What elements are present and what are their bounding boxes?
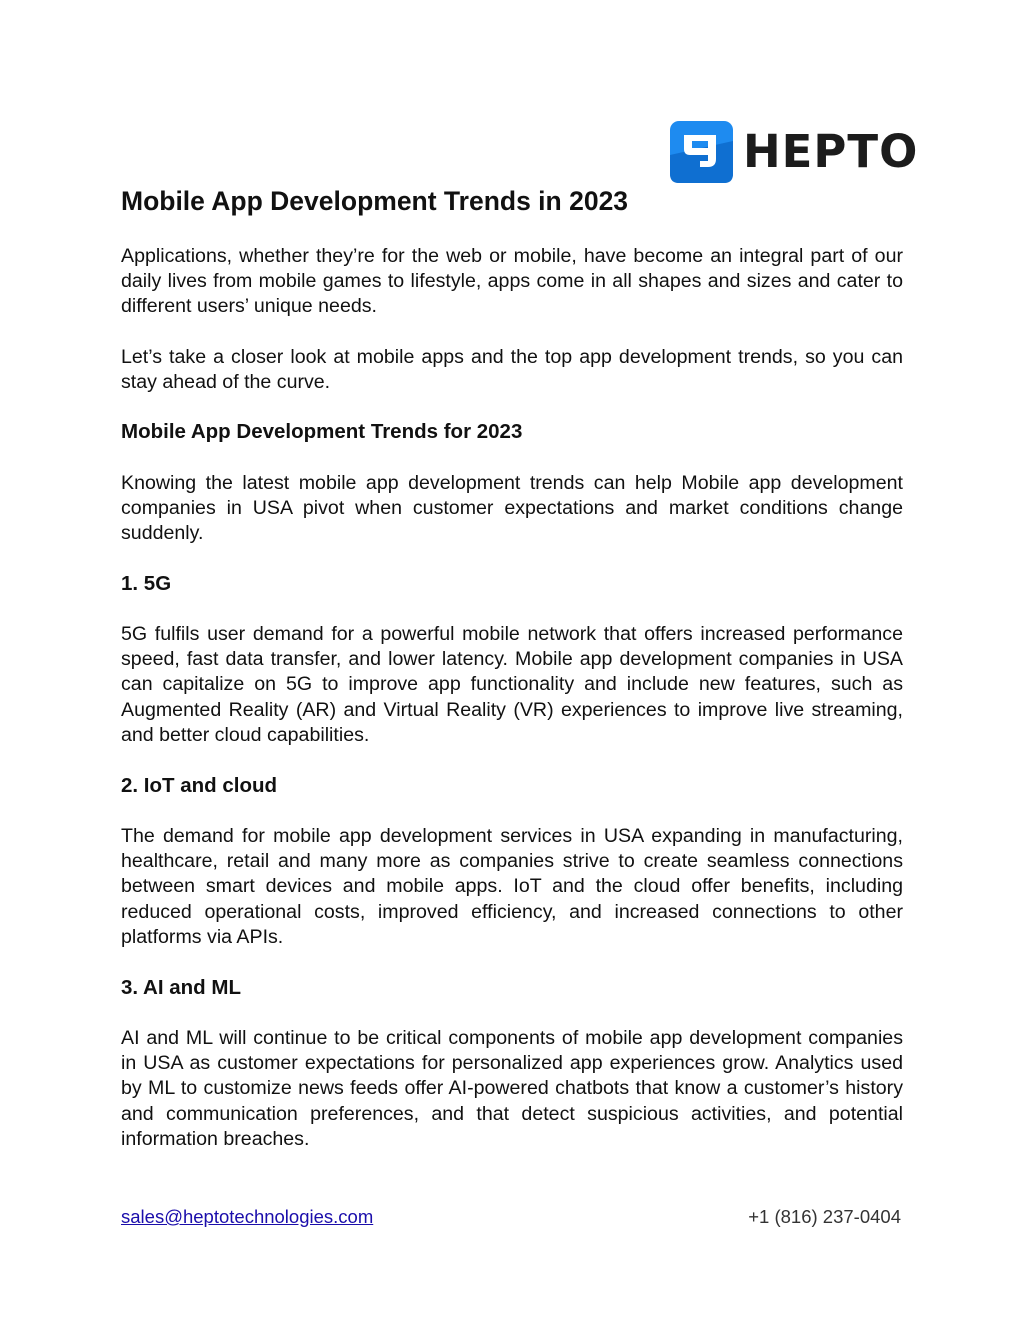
trend-body-ai-ml: AI and ML will continue to be critical components of mobile app development companies in USA as customer expectations for personalized app experiences grow. Analytics used by ML to customize news feeds offer AI-powered chatbots that know a customer’s history and communication preferences, and that detect suspicious activities, and potential information breaches.	[121, 1027, 903, 1150]
intro-paragraph-2: Let’s take a closer look at mobile apps and the top app development trends, so you can stay ahead of the curve.	[121, 346, 903, 394]
brand-name: HEPTO	[743, 125, 919, 178]
section-intro-paragraph: Knowing the latest mobile app development trends can help Mobile app development companies in USA pivot when customer expectations and market conditions change suddenly.	[121, 472, 903, 545]
trend-heading-ai-ml: 3. AI and ML	[121, 976, 241, 999]
hepto-logo	[670, 121, 918, 183]
trend-heading-5g: 1. 5G	[121, 572, 172, 595]
trend-heading-iot-cloud: 2. IoT and cloud	[121, 774, 278, 797]
trend-body-iot-cloud: The demand for mobile app development services in USA expanding in manufacturing, healthcare, retail and many more as companies strive to create seamless connections between smart devices and mobile apps. IoT and the cloud offer benefits, including reduced operational costs, improved efficiency, and increased connections to other platforms via APIs.	[121, 825, 903, 948]
section-heading: Mobile App Development Trends for 2023	[121, 420, 523, 443]
email-link[interactable]: sales@heptotechnologies.com	[121, 1206, 374, 1227]
page-footer	[121, 1205, 901, 1229]
intro-paragraph-1: Applications, whether they’re for the web or mobile, have become an integral part of our daily lives from mobile games to lifestyle, apps come in all shapes and sizes and cater to different users’ unique needs.	[121, 245, 903, 318]
phone-number: +1 (816) 237-0404	[748, 1206, 901, 1227]
trend-body-5g: 5G fulfils user demand for a powerful mobile network that offers increased performance speed, fast data transfer, and lower latency. Mobile app development companies in USA can capitalize on 5G to improve app functionality and include new features, such as Augmented Reality (AR) and Virtual Reality (VR) experiences to improve live streaming, and better cloud capabilities.	[121, 623, 903, 746]
hepto-logo-icon	[670, 121, 733, 183]
page-title: Mobile App Development Trends in 2023	[121, 186, 629, 216]
